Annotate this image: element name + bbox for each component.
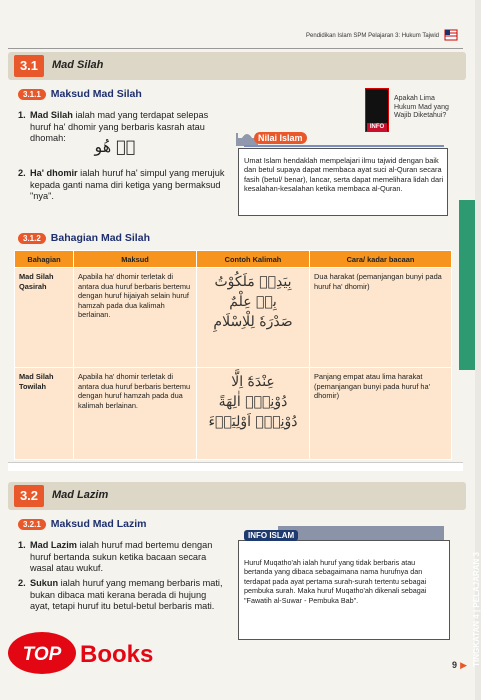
subsection-number: 3.1.1 bbox=[18, 89, 46, 100]
nilai-islam-label: Nilai Islam bbox=[254, 132, 307, 144]
flag-icon bbox=[445, 30, 457, 40]
arabic-example: دُوْنِهٖٓ اَوْلِيَاۤءَ bbox=[208, 414, 298, 430]
table-header: Cara/ kadar bacaan bbox=[310, 251, 452, 268]
nilai-islam-text: Umat Islam hendaklah mempelajari ilmu tajwid dengan baik dan betul supaya dapat membaca ayat suci al-Quran secara fasih (betul/ benar), lancar, serta dapat memelihara lidah dari kesalahan-kesalahan ketika membaca al-Quran. bbox=[244, 156, 444, 194]
subsection-title: Maksud Mad Silah bbox=[50, 88, 142, 100]
arabic-example: هٖ هُو bbox=[94, 137, 136, 156]
item-number: 2. bbox=[18, 578, 26, 588]
section-title: Mad Lazim bbox=[52, 489, 109, 501]
page-number: 9 bbox=[451, 660, 457, 670]
topbooks-logo bbox=[6, 630, 181, 676]
table-row bbox=[15, 268, 452, 368]
item-number: 2. bbox=[18, 168, 26, 178]
svg-text:TOP: TOP bbox=[22, 644, 62, 665]
table-cell-cara: Dua harakat (pemanjangan bunyi pada huruf ha' dhomir) bbox=[310, 268, 452, 368]
nilai-divider bbox=[244, 145, 444, 147]
section-number: 3.1 bbox=[14, 55, 44, 77]
section-number: 3.2 bbox=[14, 485, 44, 507]
mad-silah-table bbox=[14, 250, 452, 460]
paragraph-ha-dhomir bbox=[30, 168, 225, 203]
section-3-2-header bbox=[8, 482, 466, 510]
table-header: Contoh Kalimah bbox=[197, 251, 310, 268]
table-cell-bahagian: Mad Silah Towilah bbox=[15, 368, 74, 460]
page-header bbox=[8, 28, 463, 49]
paragraph-mad-lazim bbox=[30, 540, 225, 575]
arabic-example: بِيَدِهٖ مَلَكُوْتُ bbox=[214, 274, 292, 290]
section-3-1-header bbox=[8, 52, 466, 80]
info-islam-label: INFO ISLAM bbox=[244, 530, 298, 541]
info-islam-text: Huruf Muqatho'ah ialah huruf yang tidak berbaris atau bertanda yang dibaca sebagaimana nama hurufnya dan terdapat pada ayat pertama surah-surah tertentu sebagai pembuka surah. Maka huruf Muqatho'ah dikenali sebagai "Fawatih al-Suwar - Pembuka Bab". bbox=[244, 558, 427, 605]
table-cell-maksud: Apabila ha' dhomir terletak di antara dua huruf berbaris bertemu dengan huruf hamzah pada dua kalimah berlainan. bbox=[74, 368, 197, 460]
term: Ha' dhomir bbox=[30, 168, 78, 178]
definition: ialah mad yang terdapat selepas huruf ha' dhomir yang berbaris kasrah atau dhomah: bbox=[30, 110, 209, 143]
paragraph-sukun bbox=[30, 578, 225, 613]
term: Mad Silah bbox=[30, 110, 73, 120]
term: Mad Lazim bbox=[30, 540, 77, 550]
table-cell-maksud: Apabila ha' dhomir terletak di antara dua huruf berbaris bertemu dengan huruf hijaiyah selain huruf hamzah pada dua kalimah berlainan. bbox=[74, 268, 197, 368]
section-title: Mad Silah bbox=[52, 59, 104, 71]
table-cell-cara: Panjang empat atau lima harakat (pemanjangan bunyi pada huruf ha' dhomir) bbox=[310, 368, 452, 460]
item-number: 1. bbox=[18, 110, 26, 120]
definition: ialah huruf yang memang berbaris mati, bukan dibaca mati kerana berada di hujung ayat, tetapi huruf itu betul-betul berbaris mati. bbox=[30, 578, 223, 611]
header-title: Pendidikan Islam SPM Pelajaran 3: Hukum Tajwid bbox=[306, 33, 439, 39]
table-cell-contoh bbox=[197, 368, 310, 460]
info-question: Apakah Lima Hukum Mad yang Wajib Diketahui? bbox=[394, 95, 449, 119]
subsection-3-2-1 bbox=[18, 518, 146, 530]
table-cell-bahagian: Mad Silah Qasirah bbox=[15, 268, 74, 368]
item-number: 1. bbox=[18, 540, 26, 550]
svg-text:Books: Books bbox=[80, 641, 154, 668]
subsection-number: 3.1.2 bbox=[18, 233, 46, 244]
definition: ialah huruf ha' simpul yang merujuk kepada ganti nama diri ketiga yang bermaksud "nya". bbox=[30, 168, 225, 201]
section-divider bbox=[8, 462, 463, 471]
subsection-title: Maksud Mad Lazim bbox=[50, 518, 147, 530]
arabic-example: عِنْدَهٗٓ اِلَّا bbox=[231, 374, 275, 390]
arabic-example: صَدْرَهٗ لِلْاِسْلَامِ bbox=[213, 314, 293, 330]
table-header: Bahagian bbox=[15, 251, 74, 268]
arabic-example: دُوْنِهٖٓ اٰلِهَةً bbox=[218, 394, 288, 410]
chapter-side-tab bbox=[459, 200, 481, 667]
info-tag: INFO bbox=[367, 123, 387, 132]
term: Sukun bbox=[30, 578, 59, 588]
subsection-3-1-1 bbox=[18, 88, 142, 100]
subsection-title: Bahagian Mad Silah bbox=[50, 232, 150, 244]
chapter-side-label: TINGKATAN 4 | PELAJARAN 3 bbox=[472, 552, 481, 667]
subsection-3-1-2 bbox=[18, 232, 150, 244]
subsection-number: 3.2.1 bbox=[18, 519, 46, 530]
arabic-example: بِهٖ عِلْمٌ bbox=[229, 294, 277, 310]
table-cell-contoh bbox=[197, 268, 310, 368]
definition: ialah huruf mad bertemu dengan huruf bertanda sukun ketika bacaan secara wasal atau wukuf. bbox=[30, 540, 213, 573]
next-arrow-icon: ▶ bbox=[460, 660, 467, 670]
table-row bbox=[15, 368, 452, 460]
table-header: Maksud bbox=[74, 251, 197, 268]
